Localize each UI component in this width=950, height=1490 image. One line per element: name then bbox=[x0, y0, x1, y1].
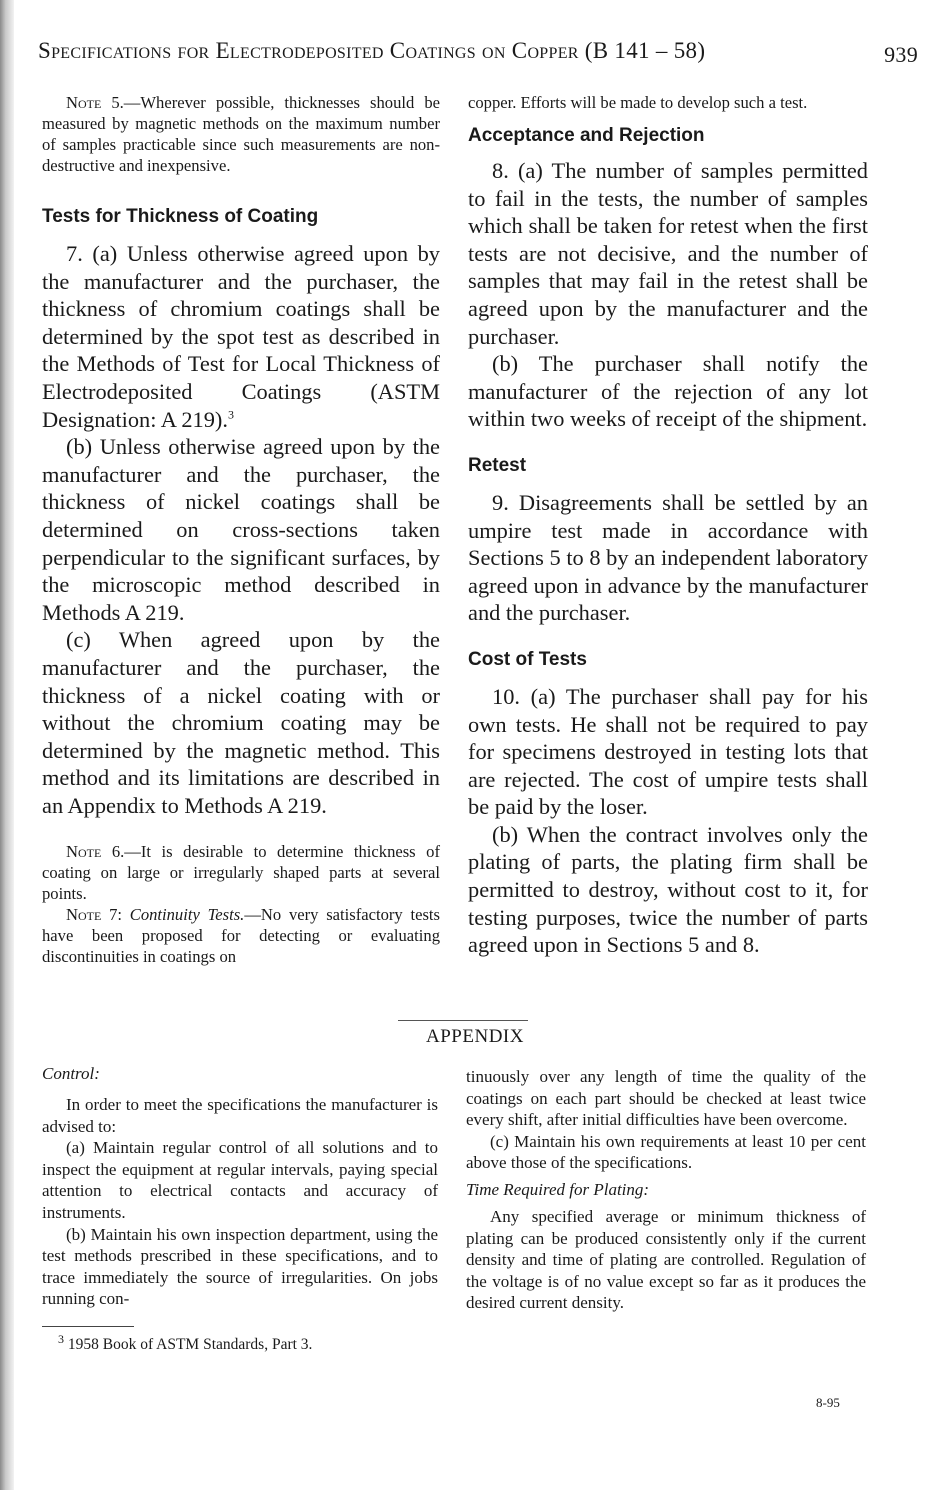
footnote-text: 1958 Book of ASTM Standards, Part 3. bbox=[67, 1336, 313, 1353]
control-item-c: (c) Maintain his own requirements at least 10 per cent above those of the specifications. bbox=[466, 1131, 866, 1173]
left-column bbox=[42, 92, 440, 967]
footnote bbox=[58, 1331, 313, 1354]
heading-tests-thickness: Tests for Thickness of Coating bbox=[42, 206, 319, 227]
page-number: 939 bbox=[884, 42, 918, 67]
section-7a bbox=[42, 240, 440, 433]
note-7-label: Note 7: bbox=[66, 905, 122, 925]
note-5 bbox=[42, 92, 440, 176]
control-intro: In order to meet the specifications the manufacturer is advised to: bbox=[42, 1095, 438, 1136]
note-5-text: —Wherever possible, thicknesses should be measured by magnetic methods on the maximum number of samples practicable since such measurements are non-destructive and inexpensive. bbox=[42, 93, 440, 175]
note-6 bbox=[42, 841, 440, 904]
time-required-text: Any specified average or minimum thickness of plating can be produced consistently only if the current density and time of plating are controlled. Regulation of the voltage is of no value except so far as it produces the desired current density. bbox=[466, 1206, 866, 1313]
note-7 bbox=[42, 904, 440, 967]
heading-cost-of-tests: Cost of Tests bbox=[468, 648, 587, 670]
section-9: 9. Disagreements shall be settled by an umpire test made in accordance with Sections 5 to 8 by an independent laboratory agreed upon in advance by the manufacturer and the purchaser. bbox=[468, 489, 868, 626]
section-10b: (b) When the contract involves only the plating of parts, the plating firm shall be permitted to destroy, without cost to it, for testing purposes, twice the number of parts agreed upon in Sections 5 and 8. bbox=[468, 821, 868, 958]
heading-acceptance-rejection: Acceptance and Rejection bbox=[468, 125, 705, 146]
section-7c: (c) When agreed upon by the manufacturer and the purchaser, the thickness of a nickel coating with or without the chromium coating may be determined by the magnetic method. This method and its limitations are described in an Appendix to Methods A 219. bbox=[42, 627, 440, 818]
note-5-label: Note 5. bbox=[66, 93, 124, 112]
control-item-b: (b) Maintain his own inspection department, using the test methods prescribed in these specifications, and to trace immediately the source of irregularities. On jobs running con- bbox=[42, 1224, 438, 1309]
footnote-rule bbox=[42, 1326, 134, 1327]
heading-time-required: Time Required for Plating: bbox=[466, 1179, 650, 1199]
section-10a: 10. (a) The purchaser shall pay for his own tests. He shall not be required to pay for specimens destroyed in testing lots that are rejected. The cost of umpire tests shall be paid by the loser. bbox=[468, 683, 868, 820]
footnote-ref-3: 3 bbox=[227, 407, 234, 422]
heading-retest: Retest bbox=[468, 454, 527, 476]
running-header bbox=[38, 38, 918, 67]
note-6-label: Note 6. bbox=[66, 842, 125, 862]
section-8b: (b) The purchaser shall notify the manufacturer of the rejection of any lot within two weeks of receipt of the shipment. bbox=[468, 351, 868, 432]
section-7b: (b) Unless otherwise agreed upon by the manufacturer and the purchaser, the thickness of nickel coatings shall be determined on cross-sections taken perpendicular to the significant surfaces, by the microscopic method described in Methods A 219. bbox=[42, 434, 440, 625]
section-8a: 8. (a) The number of samples permitted to fail in the tests, the number of samples which shall be taken for retest when the first tests are not decisive, and the number of samples that may fail in the retest shall be agreed upon by the manufacturer and the purchaser. bbox=[468, 158, 868, 349]
appendix-right bbox=[466, 1066, 866, 1314]
header-title: Specifications for Electrodeposited Coatings on Copper (B 141 – 58) bbox=[38, 38, 706, 63]
continued-text: copper. Efforts will be made to develop such a test. bbox=[468, 93, 808, 112]
page-code: 8-95 bbox=[816, 1395, 840, 1410]
appendix-left bbox=[42, 1064, 438, 1310]
appendix-title: APPENDIX bbox=[0, 1026, 950, 1048]
control-item-b-cont: tinuously over any length of time the quality of the coatings on each part should be checked at least twice every shift, after initial difficulties have been overcome. bbox=[466, 1067, 866, 1130]
note-7-title: Continuity Tests. bbox=[129, 905, 245, 925]
control-item-a: (a) Maintain regular control of all solutions and to inspect the equipment at regular intervals, paying special attention to electrical contacts and accuracy of instruments. bbox=[42, 1138, 438, 1222]
binding-shadow bbox=[0, 0, 14, 1490]
right-column bbox=[468, 92, 868, 959]
section-7a-text: 7. (a) Unless otherwise agreed upon by the manufacturer and the purchaser, the thickness of chromium coatings shall be determined by the spot test as described in the Methods of Test for Local Thickness of Electrodeposited Coatings (ASTM Designation: A 219). bbox=[42, 241, 440, 432]
note-6-text: —It is desirable to determine thickness of coating on large or irregularly shaped parts at several points. bbox=[42, 842, 440, 904]
heading-control: Control: bbox=[42, 1064, 100, 1083]
footnote-mark: 3 bbox=[58, 1331, 64, 1346]
note-7-text: —No very satisfactory tests have been proposed for detecting or evaluating discontinuities in coatings on bbox=[42, 905, 440, 967]
